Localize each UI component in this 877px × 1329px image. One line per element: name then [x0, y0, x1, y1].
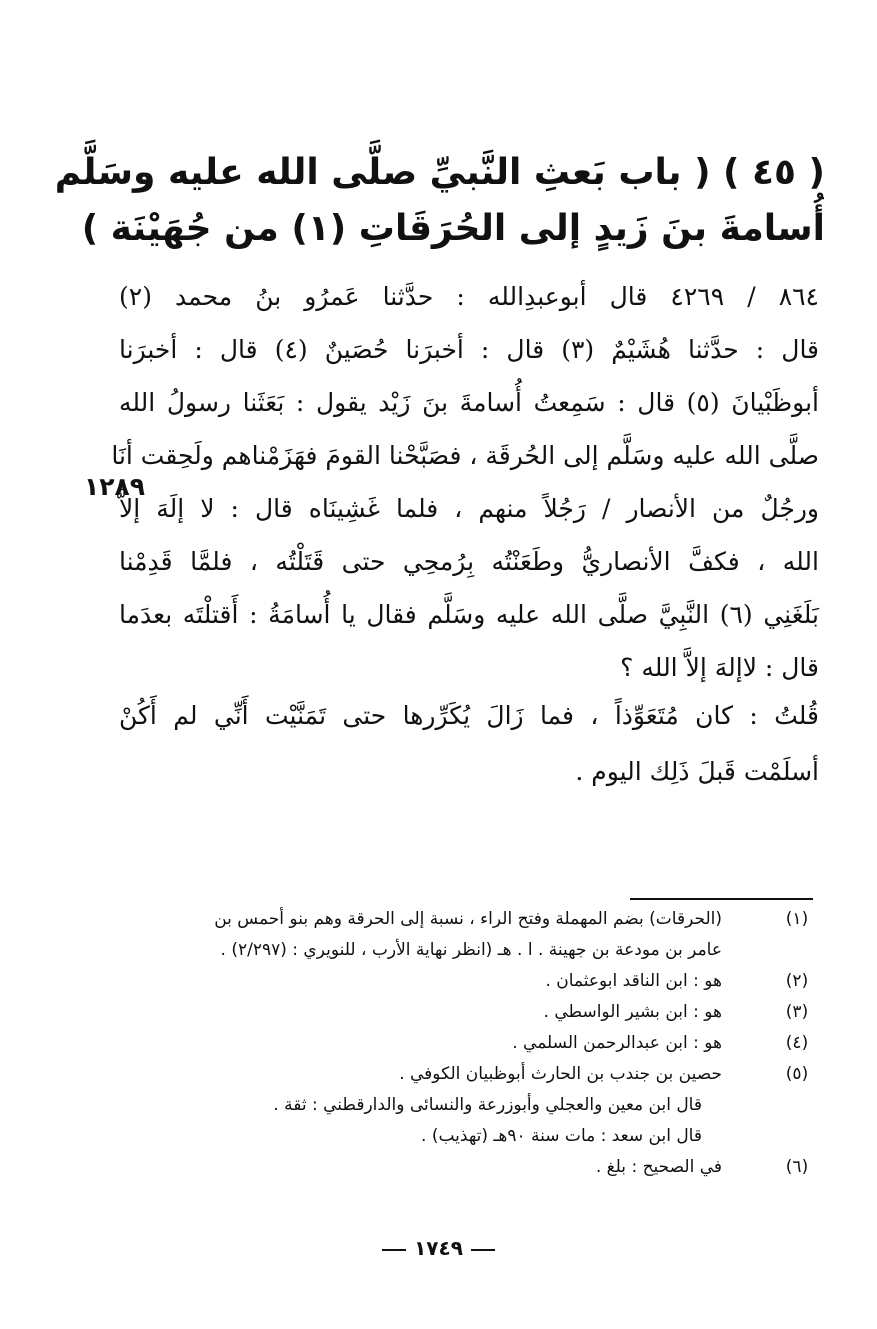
- footnote-item: [117, 935, 817, 966]
- footnote-text: هو : ابن بشير الواسطي .: [543, 1002, 722, 1022]
- footnotes: [117, 904, 817, 1183]
- footnote-item: [117, 997, 817, 1028]
- footnote-item: [117, 1059, 817, 1090]
- hadith-line: الله ، فكفَّ الأنصاريُّ وطَعَنْتُه بِرُمحِي حتى قَتَلْتُه ، فلمَّا قَدِمْنا: [119, 547, 819, 576]
- footnote-number: (٢): [785, 971, 809, 991]
- footnote-text: (الحرقات) بضم المهملة وفتح الراء ، نسبة إلى الحرقة وهم بنو أحمس بن: [214, 909, 722, 929]
- footnote-number: (٥): [785, 1064, 809, 1084]
- footnote-item: [117, 966, 817, 997]
- dash-decoration: [382, 1249, 406, 1251]
- margin-reference-number: ١٢٨٩: [84, 472, 146, 501]
- hadith-line: صلَّى الله عليه وسَلَّم إلى الحُرقَة ، فصَبَّحْنا القومَ فهَزَمْناهم ولَحِقت أنَا: [111, 441, 819, 470]
- footnote-item: [117, 1028, 817, 1059]
- hadith-line: بَلَغَنِي (٦) النَّبِيَّ صلَّى الله عليه وسَلَّم فقال يا أُسامَةُ : أَقتلْتَه بعدَما: [119, 600, 819, 629]
- footnote-number: (٤): [785, 1033, 809, 1053]
- hadith-line: ٨٦٤ / ٤٢٦٩ قال أبوعبدِالله : حدَّثنا عَمرُو بنُ محمد (٢): [119, 282, 819, 311]
- footnote-text: في الصحيح : بلغ .: [595, 1157, 722, 1177]
- hadith-line: قال : حدَّثنا هُشَيْمٌ (٣) قال : أخبرَنا حُصَينٌ (٤) قال : أخبرَنا: [119, 335, 820, 364]
- footnote-item: [117, 904, 817, 935]
- chapter-title: [54, 145, 825, 257]
- footnote-number: (١): [785, 909, 809, 929]
- footnote-number: (٣): [785, 1002, 809, 1022]
- footnote-separator: [630, 898, 813, 900]
- author-comment: [119, 688, 819, 800]
- page-number-text: ١٧٤٩: [414, 1236, 463, 1260]
- footnote-text: هو : ابن عبدالرحمن السلمي .: [512, 1033, 722, 1053]
- footnote-text: حصين بن جندب بن الحارث أبوظبيان الكوفي .: [399, 1064, 722, 1084]
- footnote-text: عامر بن مودعة بن جهينة . ا . هـ (انظر نهاية الأرب ، للنويري : (٢/٢٩٧) .: [220, 940, 722, 960]
- comment-line: قُلتُ : كان مُتَعَوِّذاً ، فما زَالَ يُكَرِّرها حتى تَمَنَّيْت أَنِّي لم أَكُنْ: [119, 701, 819, 730]
- hadith-line: قال : لاإلهَ إلاَّ الله ؟: [620, 653, 819, 682]
- hadith-line: أبوظَبْيانَ (٥) قال : سَمِعتُ أُسامةَ بنَ زَيْد يقول : بَعَثَنا رسولُ الله: [119, 388, 820, 417]
- footnote-subline: قال ابن سعد : مات سنة ٩٠هـ (تهذيب) .: [421, 1126, 702, 1146]
- chapter-title-line-2: أُسامةَ بنَ زَيدٍ إلى الحُرَقَاتِ (١) من جُهَيْنَة ): [81, 208, 825, 249]
- page-number: [0, 1236, 877, 1260]
- dash-decoration: [471, 1249, 495, 1251]
- chapter-title-line-1: ( ٤٥ ) ( باب بَعثِ النَّبيِّ صلَّى الله عليه وسَلَّم: [54, 152, 825, 193]
- footnote-subline: قال ابن معين والعجلي وأبوزرعة والنسائى والدارقطني : ثقة .: [273, 1095, 702, 1115]
- comment-line: أسلَمْت قَبلَ ذَلِك اليوم .: [575, 757, 819, 786]
- footnote-text: هو : ابن الناقد ابوعثمان .: [545, 971, 722, 991]
- footnote-number: (٦): [785, 1157, 809, 1177]
- footnote-item: [117, 1152, 817, 1183]
- hadith-line: ورجُلٌ من الأنصار / رَجُلاً منهم ، فلما غَشِينَاه قال : لا إلَهَ إلاَّ: [119, 494, 819, 523]
